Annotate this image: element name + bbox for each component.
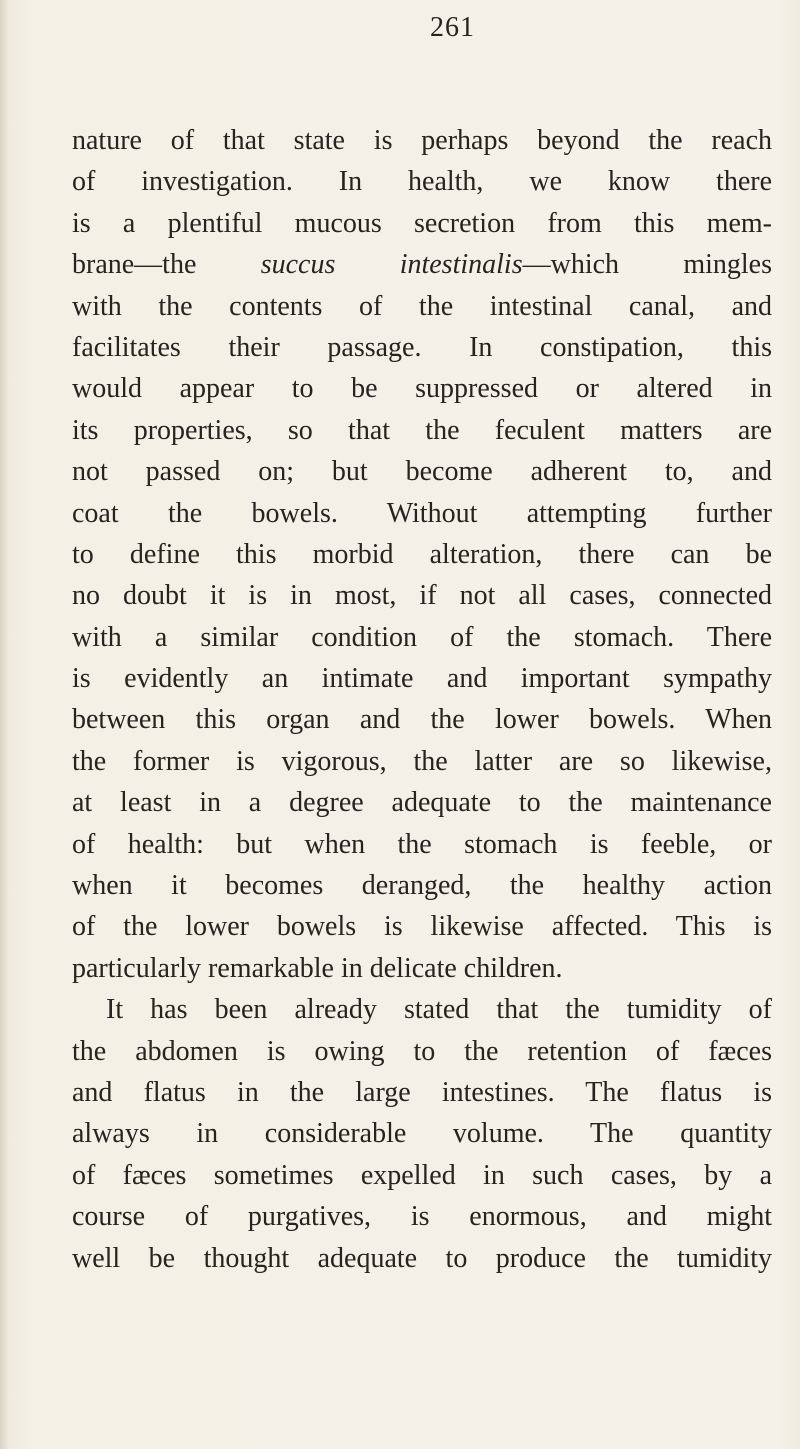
text-line: is a plentiful mucous secretion from this mem- [72, 207, 772, 239]
text-line: no doubt it is in most, if not all cases, connected [72, 580, 772, 612]
paragraph-start-line: It has been already stated that the tumidity of [106, 994, 772, 1026]
text-line: of fæces sometimes expelled in such cases, by a [72, 1159, 772, 1191]
text-line: between this organ and the lower bowels. When [72, 704, 772, 736]
text-line: is evidently an intimate and important sympathy [72, 663, 772, 695]
text-line: when it becomes deranged, the healthy action [72, 870, 772, 902]
text-line: with the contents of the intestinal canal, and [72, 290, 772, 322]
text-line: nature of that state is perhaps beyond the reach [72, 125, 772, 156]
text-line: its properties, so that the feculent matters are [72, 414, 772, 446]
text-line: of investigation. In health, we know there [72, 166, 772, 198]
text-line: coat the bowels. Without attempting further [72, 497, 772, 529]
text-line: and flatus in the large intestines. The flatus is [72, 1076, 772, 1108]
text-segment: —which mingles [522, 249, 773, 281]
text-line: well be thought adequate to produce the tumidity [72, 1242, 772, 1274]
paragraph-end-line: particularly remarkable in delicate children. [72, 952, 563, 984]
text-line: course of purgatives, is enormous, and might [72, 1201, 772, 1233]
page-number: 261 [430, 12, 475, 43]
text-line: not passed on; but become adherent to, and [72, 456, 772, 488]
text-line: at least in a degree adequate to the maintenance [72, 787, 772, 819]
latin-term: succus intestinalis [260, 249, 523, 281]
text-line: of the lower bowels is likewise affected. This is [72, 911, 772, 943]
text-line: always in considerable volume. The quantity [72, 1118, 772, 1150]
text-line: with a similar condition of the stomach. There [72, 621, 772, 653]
text-line [72, 244, 772, 285]
text-line: to define this morbid alteration, there can be [72, 538, 772, 570]
text-line: would appear to be suppressed or altered in [72, 373, 772, 405]
text-segment: brane—the [72, 249, 261, 281]
text-line: of health: but when the stomach is feeble, or [72, 828, 772, 860]
binding-edge [0, 0, 8, 1449]
text-line: the former is vigorous, the latter are so likewise, [72, 745, 772, 777]
body-text [72, 120, 772, 1279]
text-line: facilitates their passage. In constipation, this [72, 331, 772, 363]
text-line: the abdomen is owing to the retention of fæces [72, 1035, 772, 1067]
